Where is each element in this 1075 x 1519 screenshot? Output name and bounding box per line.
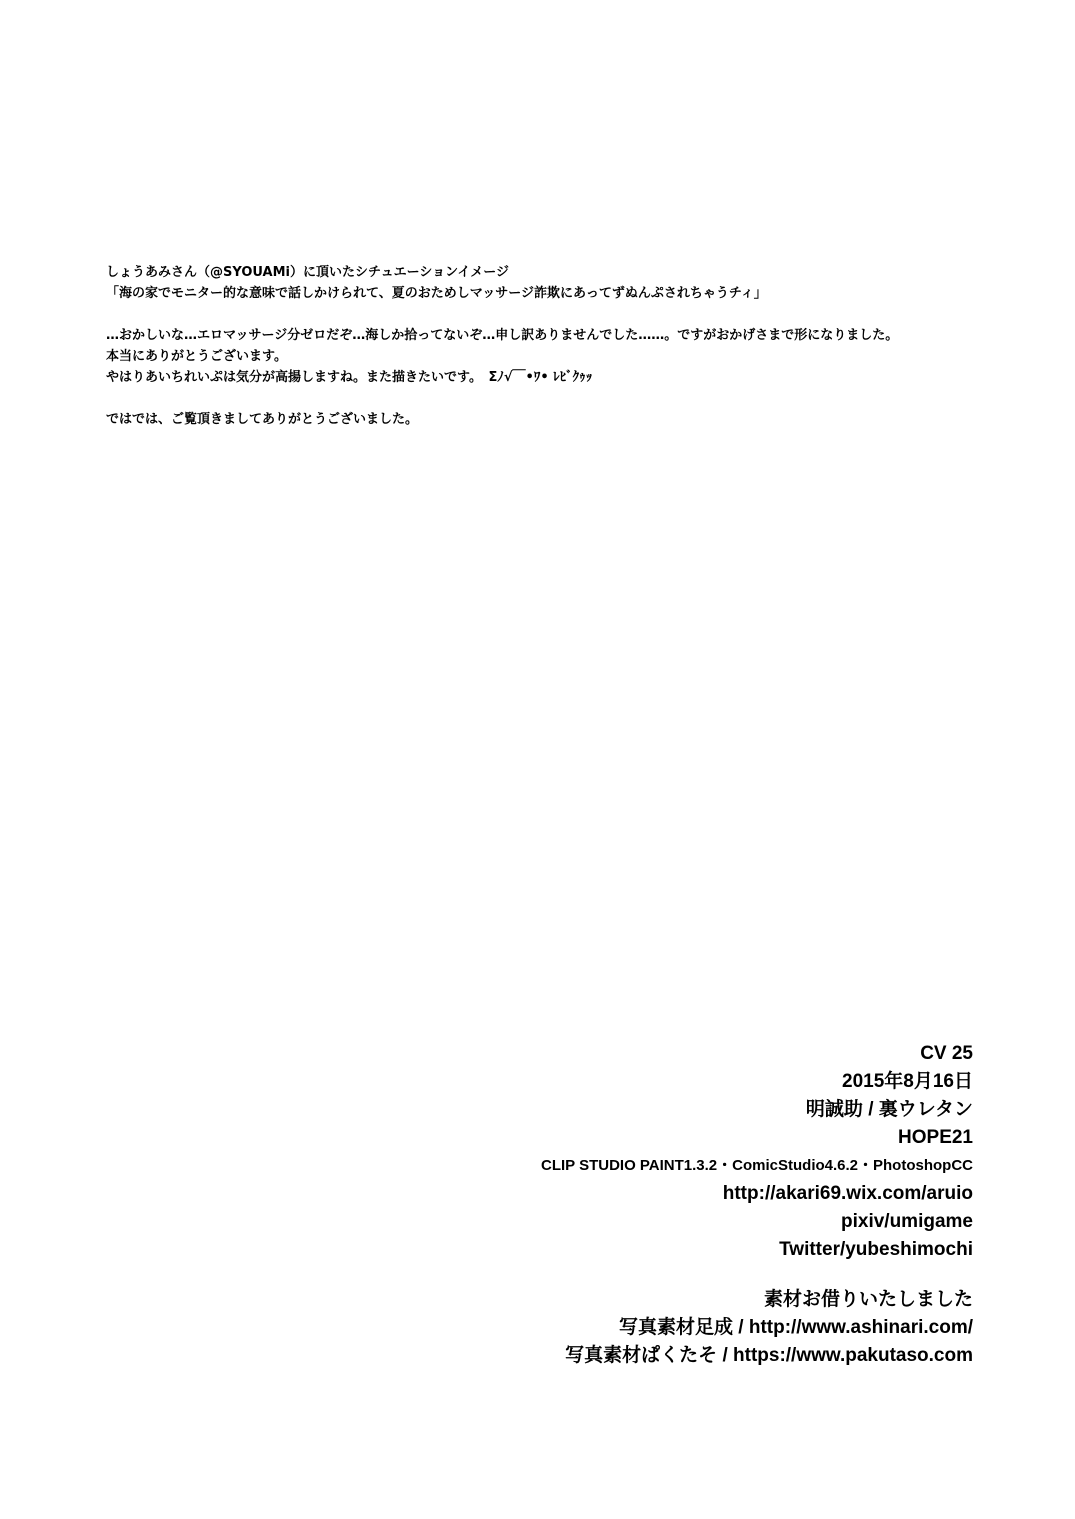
credit-ashinari: 写真素材足成 / http://www.ashinari.com/ — [619, 1317, 973, 1338]
colophon — [541, 1040, 973, 1370]
circle-name: HOPE21 — [898, 1127, 973, 1148]
paragraph-gap — [106, 304, 1026, 325]
website-url: http://akari69.wix.com/aruio — [722, 1183, 973, 1204]
publish-date: 2015年8月16日 — [842, 1071, 973, 1092]
twitter-handle: Twitter/yubeshimochi — [779, 1239, 973, 1260]
credit-pakutaso: 写真素材ぱくたそ / https://www.pakutaso.com — [565, 1345, 973, 1366]
tools-used: CLIP STUDIO PAINT1.3.2・ComicStudio4.6.2・PhotoshopCC — [541, 1157, 973, 1174]
paragraph-gap — [106, 388, 1026, 409]
authors: 明誠助 / 裏ウレタン — [805, 1099, 973, 1120]
event-name: CV 25 — [920, 1043, 973, 1064]
pixiv-handle: pixiv/umigame — [841, 1211, 973, 1232]
afterword-line-gratitude: 本当にありがとうございます。 — [106, 349, 287, 364]
afterword-line-apology: …おかしいな…エロマッサージ分ゼロだぞ…海しか拾ってないぞ…申し訳ありませんでした……。ですがおかげさまで形になりました。 — [106, 328, 899, 343]
afterword-line-thanks-source: しょうあみさん（@SYOUAMi）に頂いたシチュエーションイメージ — [106, 265, 510, 280]
afterword-line-situation: 「海の家でモニター的な意味で話しかけられて、夏のおためしマッサージ詐欺にあってずぬんぷされちゃうチィ」 — [106, 286, 767, 301]
afterword-line-closing: ではでは、ご覧頂きましてありがとうございました。 — [106, 412, 419, 427]
credits-heading: 素材お借りいたしました — [763, 1289, 973, 1310]
afterword-text — [106, 262, 1026, 430]
colophon-gap — [541, 1264, 973, 1286]
afterword-line-comment: やはりあいちれいぷは気分が高揚しますね。また描きたいです。 Σﾉ√￣•ﾜ• ﾚﾋﾞｸｩｯ — [106, 370, 593, 385]
